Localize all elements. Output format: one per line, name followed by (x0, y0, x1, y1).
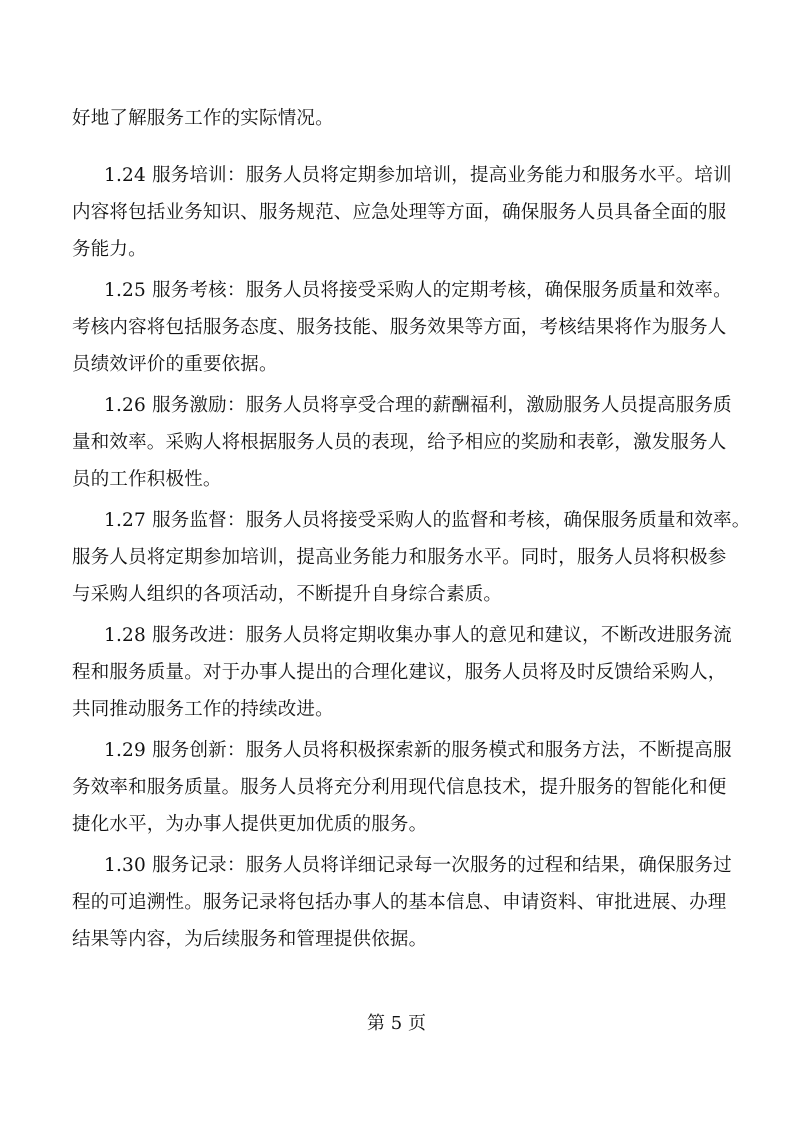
text-line: 量和效率。采购人将根据服务人员的表现，给予相应的奖励和表彰，激发服务人 (72, 432, 727, 453)
section-1-28-heading-line: 1.28 服务改进：服务人员将定期收集办事人的意见和建议，不断改进服务流 (104, 625, 732, 646)
text-line: 程的可追溯性。服务记录将包括办事人的基本信息、申请资料、审批进展、办理 (72, 892, 727, 913)
text-line: 考核内容将包括服务态度、服务技能、服务效果等方面，考核结果将作为服务人 (72, 317, 727, 338)
section-1-26-heading-line: 1.26 服务激励：服务人员将享受合理的薪酬福利，激励服务人员提高服务质 (104, 395, 732, 416)
section-1-25-heading-line: 1.25 服务考核：服务人员将接受采购人的定期考核，确保服务质量和效率。 (104, 280, 732, 301)
section-1-30-heading-line: 1.30 服务记录：服务人员将详细记录每一次服务的过程和结果，确保服务过 (104, 855, 732, 876)
page-number: 第 5 页 (367, 1013, 426, 1034)
text-line: 程和服务质量。对于办事人提出的合理化建议，服务人员将及时反馈给采购人， (72, 662, 727, 683)
text-line: 结果等内容，为后续服务和管理提供依据。 (72, 929, 428, 950)
text-line: 与采购人组织的各项活动，不断提升自身综合素质。 (72, 584, 503, 605)
section-1-27-heading-line: 1.27 服务监督：服务人员将接受采购人的监督和考核，确保服务质量和效率。 (104, 510, 751, 531)
text-line: 员绩效评价的重要依据。 (72, 354, 278, 375)
text-line: 内容将包括业务知识、服务规范、应急处理等方面，确保服务人员具备全面的服 (72, 202, 727, 223)
text-line: 好地了解服务工作的实际情况。 (72, 108, 334, 129)
text-line: 务能力。 (72, 239, 147, 260)
section-1-24-heading-line: 1.24 服务培训：服务人员将定期参加培训，提高业务能力和服务水平。培训 (104, 165, 732, 186)
text-line: 员的工作积极性。 (72, 469, 222, 490)
text-line: 务效率和服务质量。服务人员将充分利用现代信息技术，提升服务的智能化和便 (72, 777, 727, 798)
text-line: 捷化水平，为办事人提供更加优质的服务。 (72, 814, 428, 835)
section-1-29-heading-line: 1.29 服务创新：服务人员将积极探索新的服务模式和服务方法，不断提高服 (104, 740, 732, 761)
text-line: 服务人员将定期参加培训，提高业务能力和服务水平。同时，服务人员将积极参 (72, 547, 727, 568)
text-line: 共同推动服务工作的持续改进。 (72, 699, 334, 720)
